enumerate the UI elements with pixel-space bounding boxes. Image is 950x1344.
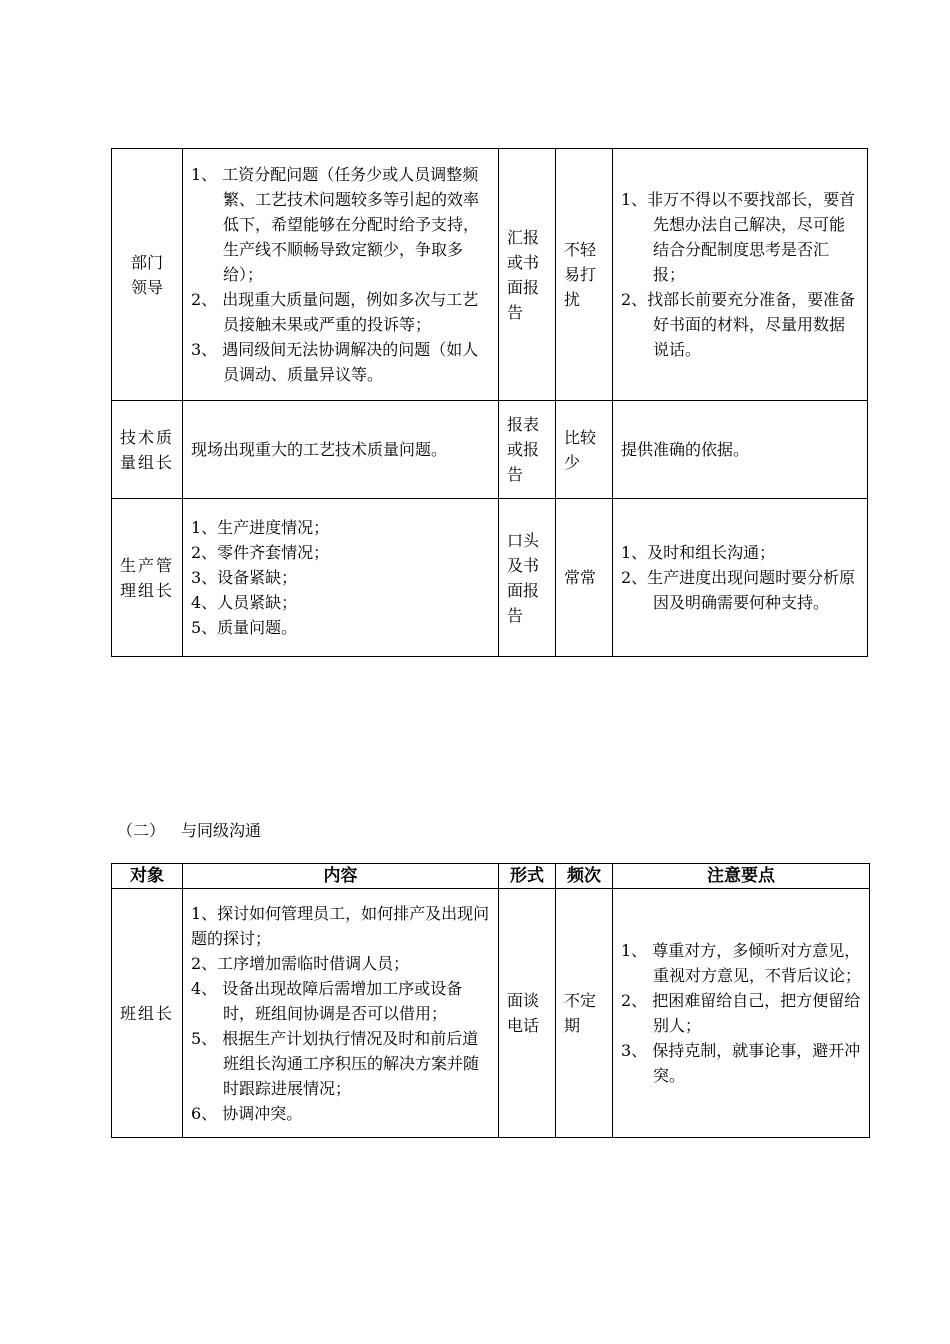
notes-list (621, 938, 861, 1088)
content-list (191, 901, 490, 1126)
list-item: 6、 协调冲突。 (191, 1103, 303, 1123)
header-form: 形式 (499, 864, 556, 889)
subject-cell (112, 889, 183, 1138)
subject-text: 技术质量组长 (120, 427, 175, 472)
form-cell (499, 499, 556, 657)
header-frequency: 频次 (556, 864, 613, 889)
list-item: 5、 根据生产计划执行情况及时和前后道班组长沟通工序积压的解决方案并随时跟踪进展情况； (191, 1028, 480, 1098)
list-item: 2、 把困难留给自己，把方便留给别人； (621, 991, 861, 1035)
subject-text: 部门领导 (130, 252, 163, 297)
notes-list (621, 540, 859, 615)
section-number: （二） (117, 821, 166, 840)
content-cell (183, 401, 499, 499)
content-list (191, 437, 490, 462)
frequency-text: 常常 (564, 568, 597, 587)
list-item: 2、 出现重大质量问题，例如多次与工艺员接触未果或严重的投诉等； (191, 290, 479, 334)
form-text: 面谈电话 (507, 991, 540, 1035)
list-item: 3、 遇同级间无法协调解决的问题（如人员调动、质量异议等。 (191, 340, 479, 384)
peer-communication-table (111, 863, 870, 1138)
frequency-cell (556, 149, 613, 401)
table-row (112, 149, 868, 401)
notes-cell (613, 499, 868, 657)
header-notes: 注意要点 (613, 864, 870, 889)
list-item: 现场出现重大的工艺技术质量问题。 (191, 440, 448, 459)
content-list (191, 162, 490, 387)
frequency-text: 不定期 (564, 991, 597, 1035)
form-cell (499, 889, 556, 1138)
list-item: 1、生产进度情况； (191, 518, 330, 537)
list-item: 1、 尊重对方，多倾听对方意见，重视对方意见，不背后议论； (621, 941, 862, 985)
frequency-cell (556, 499, 613, 657)
list-item: 2、工序增加需临时借调人员； (191, 953, 410, 973)
header-content: 内容 (183, 864, 499, 889)
table-header-row (112, 864, 870, 889)
frequency-text: 比较少 (564, 427, 597, 472)
notes-list (621, 437, 859, 462)
list-item: 1、 工资分配问题（任务少或人员调整频繁、工艺技术问题较多等引起的效率低下，希望能够在分配时给予支持，生产线不顺畅导致定额少，争取多给）； (191, 165, 480, 284)
form-cell (499, 149, 556, 401)
notes-cell (613, 401, 868, 499)
content-cell (183, 499, 499, 657)
subject-cell (112, 149, 183, 401)
list-item: 3、 保持克制，就事论事，避开冲突。 (621, 1041, 861, 1085)
table-row (112, 889, 870, 1138)
content-cell (183, 889, 499, 1138)
list-item: 提供准确的依据。 (621, 440, 750, 459)
table-row (112, 401, 868, 499)
subject-text: 班组长 (120, 1003, 175, 1023)
frequency-text: 不轻易打扰 (564, 240, 597, 309)
list-item: 2、零件齐套情况； (191, 543, 330, 562)
list-item: 1、非万不得以不要找部长，要首先想办法自己解决，尽可能结合分配制度思考是否汇报； (621, 190, 856, 284)
header-subject: 对象 (112, 864, 183, 889)
subject-cell (112, 401, 183, 499)
list-item: 5、质量问题。 (191, 618, 298, 637)
notes-cell (613, 149, 868, 401)
list-item: 1、探讨如何管理员工，如何排产及出现问题的探讨； (191, 903, 490, 948)
list-item: 4、 设备出现故障后需增加工序或设备时，班组间协调是否可以借用； (191, 978, 463, 1023)
subject-text: 生产管理组长 (120, 555, 175, 600)
form-text: 报表或报告 (507, 415, 540, 484)
subject-cell (112, 499, 183, 657)
list-item: 3、设备紧缺； (191, 568, 298, 587)
notes-list (621, 187, 859, 362)
content-cell (183, 149, 499, 401)
form-text: 汇报或书面报告 (507, 227, 540, 322)
list-item: 2、生产进度出现问题时要分析原因及明确需要何种支持。 (621, 568, 856, 612)
form-cell (499, 401, 556, 499)
list-item: 4、人员紧缺； (191, 593, 298, 612)
content-list (191, 515, 490, 640)
form-text: 口头及书面报告 (507, 530, 540, 625)
list-item: 1、及时和组长沟通； (621, 543, 776, 562)
superior-communication-table (111, 148, 868, 657)
frequency-cell (556, 401, 613, 499)
section-title: 与同级沟通 (181, 821, 262, 840)
notes-cell (613, 889, 870, 1138)
table-row (112, 499, 868, 657)
section-heading (117, 818, 261, 841)
frequency-cell (556, 889, 613, 1138)
list-item: 2、找部长前要充分准备，要准备好书面的材料，尽量用数据说话。 (621, 290, 856, 359)
